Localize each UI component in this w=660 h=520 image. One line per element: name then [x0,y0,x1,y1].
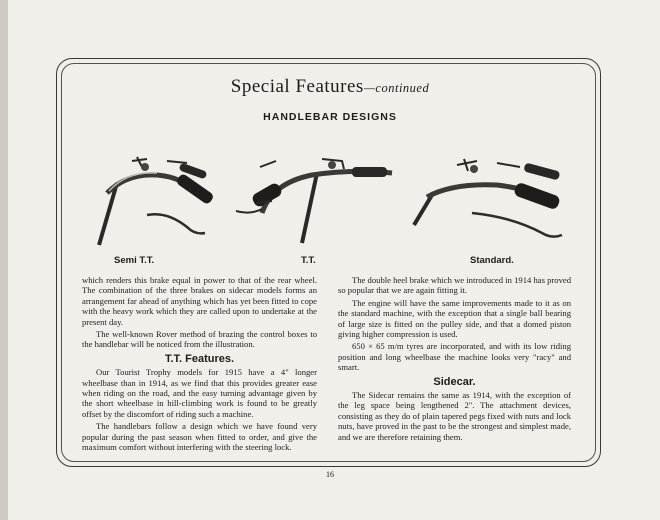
page-number: 16 [326,470,334,479]
semi-tt-handlebar-illustration [87,153,237,253]
right-paragraph-2: The engine will have the same improvements made to it as on the standard machine, with the exception that a single ball bearing of large size is fitted on the pulley side, and that a domed piston giving higher compression is used. [338,297,571,340]
right-paragraph-4: The Sidecar remains the same as 1914, with the exception of the leg space being lengthened 2". The attachment devices, consisting as they do of plain tapered pegs fixed with nuts and lock nuts, have proved in the past to be the strongest and simplest made, and we are therefore retaining them. [338,390,571,442]
tt-handlebar-illustration [232,153,407,248]
caption-tt: T.T. [301,255,316,266]
right-paragraph-1: The double heel brake which we introduced in 1914 has proved so popular that we are again fitting it. [338,275,571,296]
left-column [82,275,317,455]
sidecar-heading: Sidecar. [433,375,476,388]
right-column [338,275,571,444]
handlebar-figures [82,145,582,265]
right-paragraph-3: 650 × 65 m/m tyres are incorporated, and with its low riding position and long wheelbase the machine looks very "racy" and smart. [338,341,571,373]
caption-semi-tt: Semi T.T. [114,255,155,266]
title-continued: —continued [363,81,430,95]
tt-features-heading: T.T. Features. [164,352,235,365]
title-text: Special Features [230,76,364,97]
section-subtitle: HANDLEBAR DESIGNS [263,111,397,123]
left-paragraph-4: The handlebars follow a design which we have found very popular during the past season when fitted to order, and give the maximum comfort without interfering with the steering lock. [82,421,317,453]
caption-standard: Standard. [470,255,514,266]
left-paragraph-2: The well-known Rover method of brazing the control boxes to the handlebar will be noticed from the illustration. [82,329,317,350]
left-paragraph-3: Our Tourist Trophy models for 1915 have a 4" longer wheelbase than in 1914, as we find that this provides greater ease when riding on the road, and the easy turning advantage given by the short wheelbase in hill-climbing work is found to be greatly offset by the discomfort of riding such a machine. [82,367,317,419]
standard-handlebar-illustration [402,155,582,250]
left-paragraph-1: which renders this brake equal in power to that of the rear wheel. The combination of the three brakes on sidecar models forms an arrangement far ahead of anything which has yet been fitted to cope with the heavy work which they are called upon to undertake at the present day. [82,275,317,327]
page-title [0,76,660,98]
